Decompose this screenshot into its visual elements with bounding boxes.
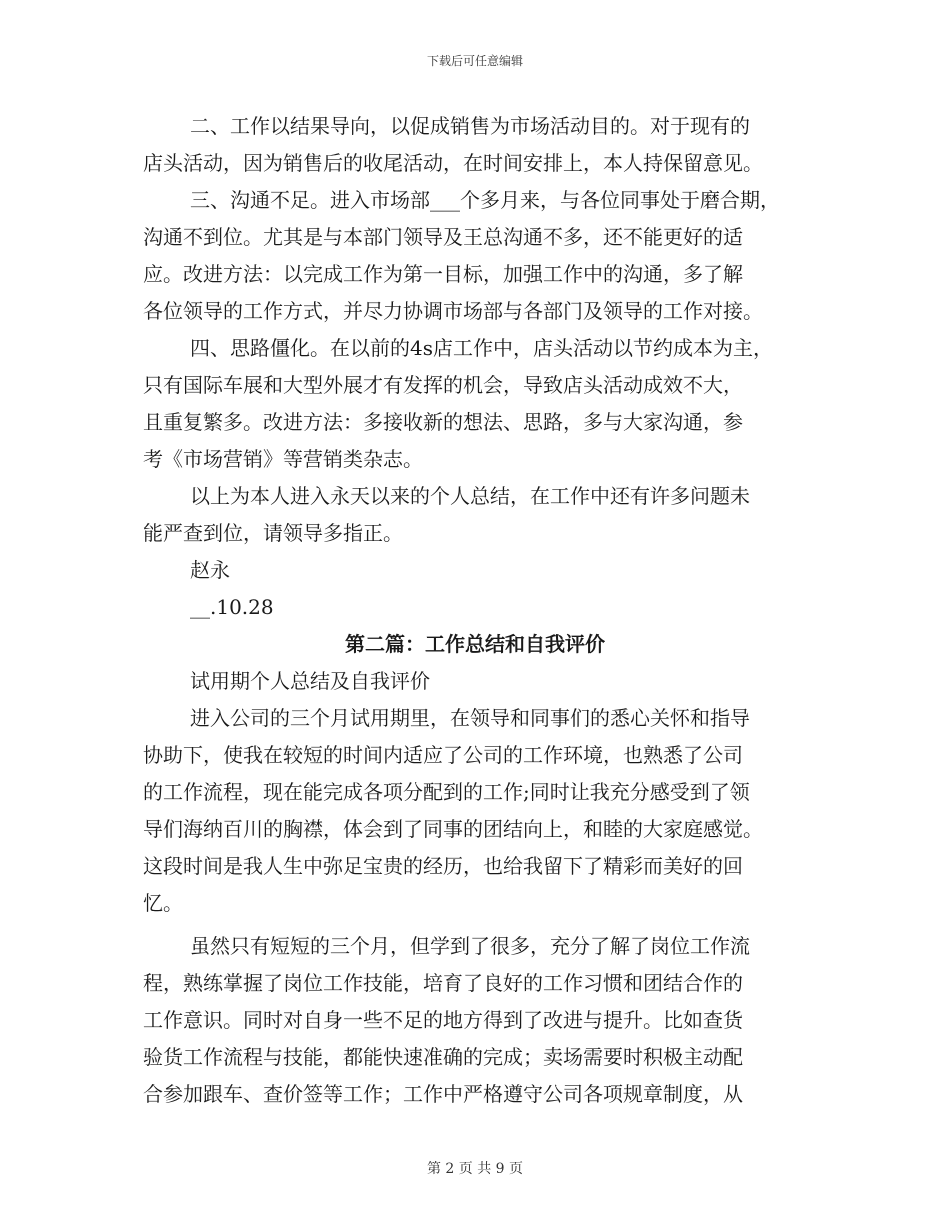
paragraph-line: 各位领导的工作方式，并尽力协调市场部与各部门及领导的工作对接。 [143, 299, 763, 323]
paragraph-line: 三、沟通不足。进入市场部___个多月来，与各位同事处于磨合期， [190, 188, 780, 212]
paragraph-line: 协助下，使我在较短的时间内适应了公司的工作环境，也熟悉了公司 [143, 743, 743, 767]
paragraph-line: 只有国际车展和大型外展才有发挥的机会，导致店头活动成效不大， [143, 373, 743, 397]
paragraph-line: 店头活动，因为销售后的收尾活动，在时间安排上，本人持保留意见。 [143, 151, 763, 175]
page-footer-number: 第 2 页 共 9 页 [426, 1161, 524, 1177]
section-title: 第二篇：工作总结和自我评价 [345, 632, 605, 656]
paragraph-line: 虽然只有短短的三个月，但学到了很多，充分了解了岗位工作流 [190, 934, 750, 958]
paragraph-line: 二、工作以结果导向，以促成销售为市场活动目的。对于现有的 [190, 114, 750, 138]
page-header-note: 下载后可任意编辑 [426, 54, 523, 68]
paragraph-line: 应。改进方法：以完成工作为第一目标，加强工作中的沟通，多了解 [143, 262, 743, 286]
paragraph-line: 导们海纳百川的胸襟，体会到了同事的团结向上，和睦的大家庭感觉。 [143, 817, 763, 841]
paragraph-line: 验货工作流程与技能，都能快速准确的完成；卖场需要时积极主动配 [143, 1045, 743, 1069]
paragraph-line: 忆。 [143, 891, 183, 915]
paragraph-line: 沟通不到位。尤其是与本部门领导及王总沟通不多，还不能更好的适 [143, 225, 743, 249]
paragraph-line: 进入公司的三个月试用期里，在领导和同事们的悉心关怀和指导 [190, 706, 750, 730]
section-subtitle: 试用期个人总结及自我评价 [190, 669, 430, 693]
paragraph-line: 四、思路僵化。在以前的4s店工作中，店头活动以节约成本为主， [190, 336, 773, 360]
paragraph-line: 工作意识。同时对自身一些不足的地方得到了改进与提升。比如查货 [143, 1008, 743, 1032]
paragraph-line: 合参加跟车、查价签等工作；工作中严格遵守公司各项规章制度，从 [143, 1082, 743, 1106]
signature-date: __.10.28 [190, 595, 274, 619]
signature-name: 赵永 [190, 558, 230, 582]
paragraph-line: 且重复繁多。改进方法：多接收新的想法、思路，多与大家沟通，参 [143, 410, 743, 434]
paragraph-line: 考《市场营销》等营销类杂志。 [143, 447, 423, 471]
paragraph-line: 能严查到位，请领导多指正。 [143, 521, 403, 545]
paragraph-line: 的工作流程，现在能完成各项分配到的工作;同时让我充分感受到了领 [143, 780, 750, 804]
paragraph-line: 程，熟练掌握了岗位工作技能，培育了良好的工作习惯和团结合作的 [143, 971, 743, 995]
paragraph-line: 这段时间是我人生中弥足宝贵的经历，也给我留下了精彩而美好的回 [143, 854, 743, 878]
paragraph-line: 以上为本人进入永天以来的个人总结，在工作中还有许多问题未 [190, 484, 750, 508]
